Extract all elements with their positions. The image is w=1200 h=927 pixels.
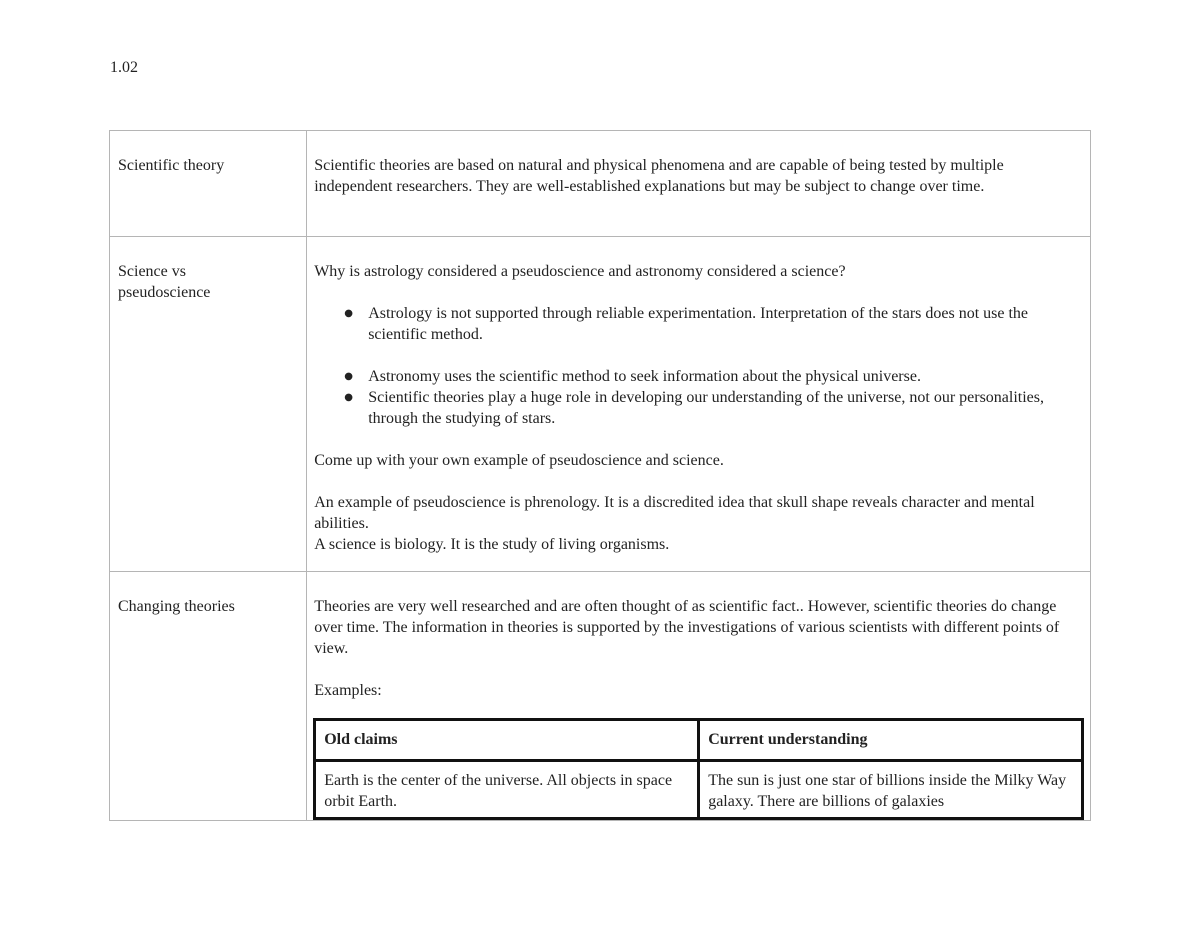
answer-pseudoscience: An example of pseudoscience is phrenology. It is a discredited idea that skull shape reveals character and mental abilities. — [314, 494, 1035, 532]
bullet-list — [314, 303, 1084, 345]
term-changing-theories: Changing theories — [118, 598, 235, 615]
table-row — [110, 572, 1091, 821]
term-cell — [110, 572, 307, 821]
notes-table — [109, 130, 1091, 821]
list-item: ● Scientific theories play a huge role in developing our understanding of the universe, not our personalities, through the studying of stars. — [368, 387, 1084, 429]
current-understanding-cell: The sun is just one star of billions inside the Milky Way galaxy. There are billions of galaxies — [699, 761, 1083, 819]
header-current-understanding: Current understanding — [699, 720, 1083, 761]
term-science-vs-pseudoscience: Science vs pseudoscience — [118, 263, 211, 301]
bullet-list — [314, 366, 1084, 429]
definition-changing-theories: Theories are very well researched and are often thought of as scientific fact.. However, scientific theories do change over time. The information in theories is supported by the investigations of various scientists with different points of view. — [314, 598, 1060, 657]
examples-table — [313, 718, 1084, 820]
examples-header-row — [315, 720, 1083, 761]
definition-scientific-theory: Scientific theories are based on natural and physical phenomena and are capable of being tested by multiple independent researchers. They are well-established explanations but may be subject to change over time. — [314, 157, 1004, 195]
list-item: ● Astronomy uses the scientific method to seek information about the physical universe. — [368, 366, 1084, 387]
term-cell — [110, 237, 307, 572]
header-old-claims: Old claims — [315, 720, 699, 761]
question-text: Why is astrology considered a pseudoscience and astronomy considered a science? — [314, 263, 846, 280]
table-row — [315, 761, 1083, 819]
table-row — [110, 237, 1091, 572]
page-number: 1.02 — [110, 59, 138, 76]
definition-cell — [307, 572, 1091, 821]
prompt-text: Come up with your own example of pseudoscience and science. — [314, 452, 724, 469]
table-row — [110, 131, 1091, 237]
term-scientific-theory: Scientific theory — [118, 157, 225, 174]
old-claim-cell: Earth is the center of the universe. All objects in space orbit Earth. — [315, 761, 699, 819]
definition-cell — [307, 237, 1091, 572]
answer-science: A science is biology. It is the study of living organisms. — [314, 536, 670, 553]
term-cell — [110, 131, 307, 237]
list-item: ● Astrology is not supported through reliable experimentation. Interpretation of the stars does not use the scientific method. — [368, 303, 1084, 345]
definition-cell — [307, 131, 1091, 237]
examples-label: Examples: — [314, 682, 382, 699]
